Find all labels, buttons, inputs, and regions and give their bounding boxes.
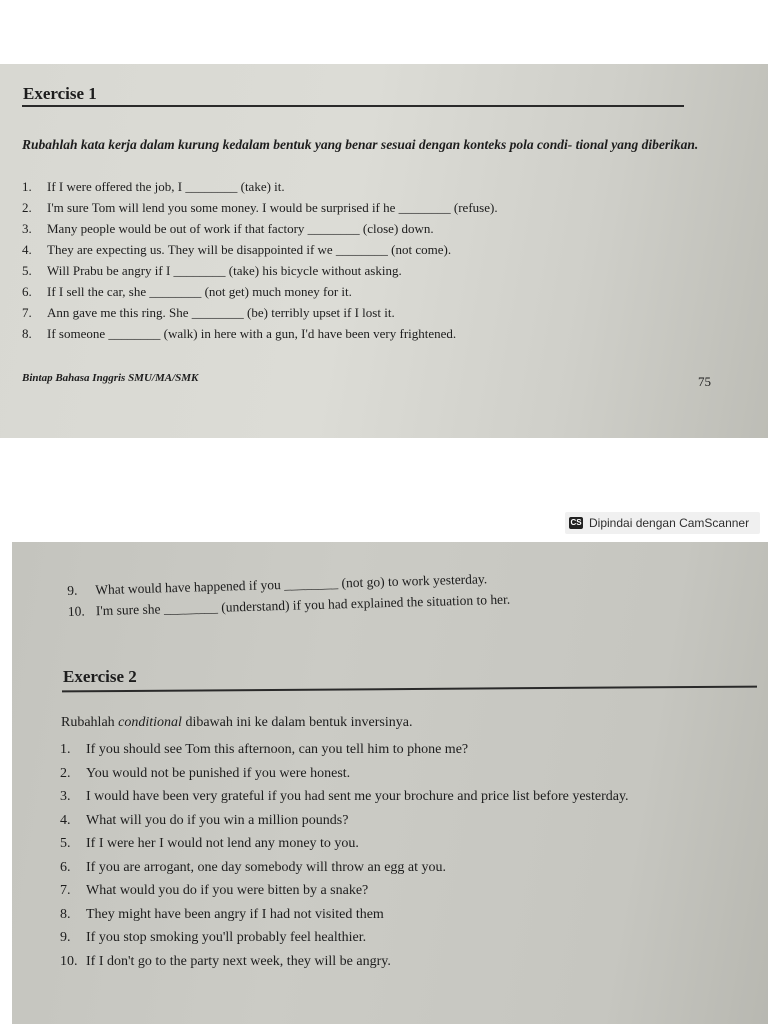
list-item bbox=[22, 281, 498, 302]
item-number: 8. bbox=[22, 326, 32, 341]
item-number: 10. bbox=[60, 953, 78, 969]
item-number: 1. bbox=[22, 179, 32, 194]
list-item bbox=[60, 785, 629, 809]
item-number: 4. bbox=[60, 812, 71, 828]
scanned-page-2 bbox=[12, 542, 768, 1024]
list-item bbox=[60, 738, 629, 762]
exercise-2-instruction bbox=[61, 715, 413, 731]
item-number: 4. bbox=[22, 242, 32, 257]
item-text: If you are arrogant, one day somebody will throw an egg at you. bbox=[86, 859, 447, 875]
item-text: If I were offered the job, I ________ (take) it. bbox=[47, 179, 285, 194]
item-number: 5. bbox=[60, 836, 71, 851]
list-item bbox=[60, 903, 629, 927]
list-item bbox=[22, 323, 498, 344]
list-item bbox=[22, 302, 498, 323]
item-text: If I sell the car, she ________ (not get) much money for it. bbox=[47, 284, 352, 299]
list-item bbox=[22, 197, 498, 218]
item-text: If you should see Tom this afternoon, can you tell him to phone me? bbox=[86, 742, 469, 757]
scanned-page-1 bbox=[0, 64, 768, 438]
list-item bbox=[22, 218, 498, 239]
page-number: 75 bbox=[698, 374, 711, 389]
item-text: What would you do if you were bitten by a snake? bbox=[86, 883, 369, 898]
exercise-1-rule bbox=[22, 105, 684, 107]
item-number: 1. bbox=[60, 742, 71, 757]
item-text: They are expecting us. They will be disappointed if we ________ (not come). bbox=[47, 242, 452, 257]
item-text: Will Prabu be angry if I ________ (take) his bicycle without asking. bbox=[47, 263, 402, 278]
instruction-text: Rubahlah bbox=[61, 715, 119, 730]
instruction-text: dibawah ini ke dalam bentuk inversinya. bbox=[181, 715, 413, 730]
list-item bbox=[60, 879, 629, 903]
list-item bbox=[22, 176, 498, 197]
item-text: If I don't go to the party next week, they will be angry. bbox=[86, 953, 391, 969]
exercise-1-continued-list bbox=[67, 568, 510, 622]
camscanner-badge bbox=[565, 512, 760, 534]
exercise-2-rule bbox=[62, 686, 757, 693]
item-text: If I were her I would not lend any money to you. bbox=[86, 836, 359, 851]
item-number: 6. bbox=[22, 284, 32, 299]
exercise-2-title: Exercise 2 bbox=[63, 667, 137, 686]
instruction-italic-term: conditional bbox=[118, 715, 182, 730]
item-number: 3. bbox=[60, 789, 71, 804]
exercise-1-instruction: Rubahlah kata kerja dalam kurung kedalam bentuk yang benar sesuai dengan konteks pola condi- tional yang diberikan. bbox=[22, 137, 699, 152]
list-item bbox=[60, 762, 629, 786]
item-number: 7. bbox=[60, 883, 71, 898]
item-number: 9. bbox=[67, 582, 78, 598]
exercise-1-title: Exercise 1 bbox=[23, 84, 97, 103]
item-text: I would have been very grateful if you had sent me your brochure and price list before yesterday. bbox=[86, 789, 629, 804]
item-text: You would not be punished if you were honest. bbox=[86, 765, 351, 781]
item-text: What would have happened if you ________ (not go) to work yesterday. bbox=[95, 571, 488, 598]
item-number: 2. bbox=[60, 765, 71, 781]
item-number: 3. bbox=[22, 221, 32, 236]
exercise-1-list bbox=[22, 176, 498, 344]
item-text: I'm sure she ________ (understand) if you had explained the situation to her. bbox=[95, 591, 511, 619]
list-item bbox=[60, 856, 629, 880]
item-text: Ann gave me this ring. She ________ (be) terribly upset if I lost it. bbox=[47, 305, 395, 320]
list-item bbox=[60, 950, 629, 974]
item-number: 8. bbox=[60, 906, 71, 922]
item-number: 5. bbox=[22, 263, 32, 278]
item-number: 6. bbox=[60, 859, 71, 875]
exercise-2-list bbox=[60, 738, 629, 973]
item-number: 7. bbox=[22, 305, 32, 320]
item-text: What will you do if you win a million pounds? bbox=[86, 812, 349, 828]
item-number: 10. bbox=[67, 603, 85, 619]
camscanner-logo-icon: CS bbox=[570, 518, 582, 527]
item-number: 9. bbox=[60, 930, 71, 945]
item-text: They might have been angry if I had not visited them bbox=[86, 906, 384, 922]
item-number: 2. bbox=[22, 200, 32, 215]
camscanner-text: Dipindai dengan CamScanner bbox=[589, 516, 750, 530]
list-item bbox=[60, 832, 629, 856]
item-text: If someone ________ (walk) in here with a gun, I'd have been very frightened. bbox=[47, 326, 457, 341]
item-text: Many people would be out of work if that factory ________ (close) down. bbox=[47, 221, 434, 236]
item-text: I'm sure Tom will lend you some money. I would be surprised if he ________ (refuse). bbox=[47, 200, 498, 215]
list-item bbox=[60, 809, 629, 833]
book-title-footer: Bintap Bahasa Inggris SMU/MA/SMK bbox=[22, 372, 199, 384]
item-text: If you stop smoking you'll probably feel healthier. bbox=[86, 930, 367, 945]
list-item bbox=[22, 239, 498, 260]
list-item bbox=[60, 926, 629, 950]
list-item bbox=[22, 260, 498, 281]
